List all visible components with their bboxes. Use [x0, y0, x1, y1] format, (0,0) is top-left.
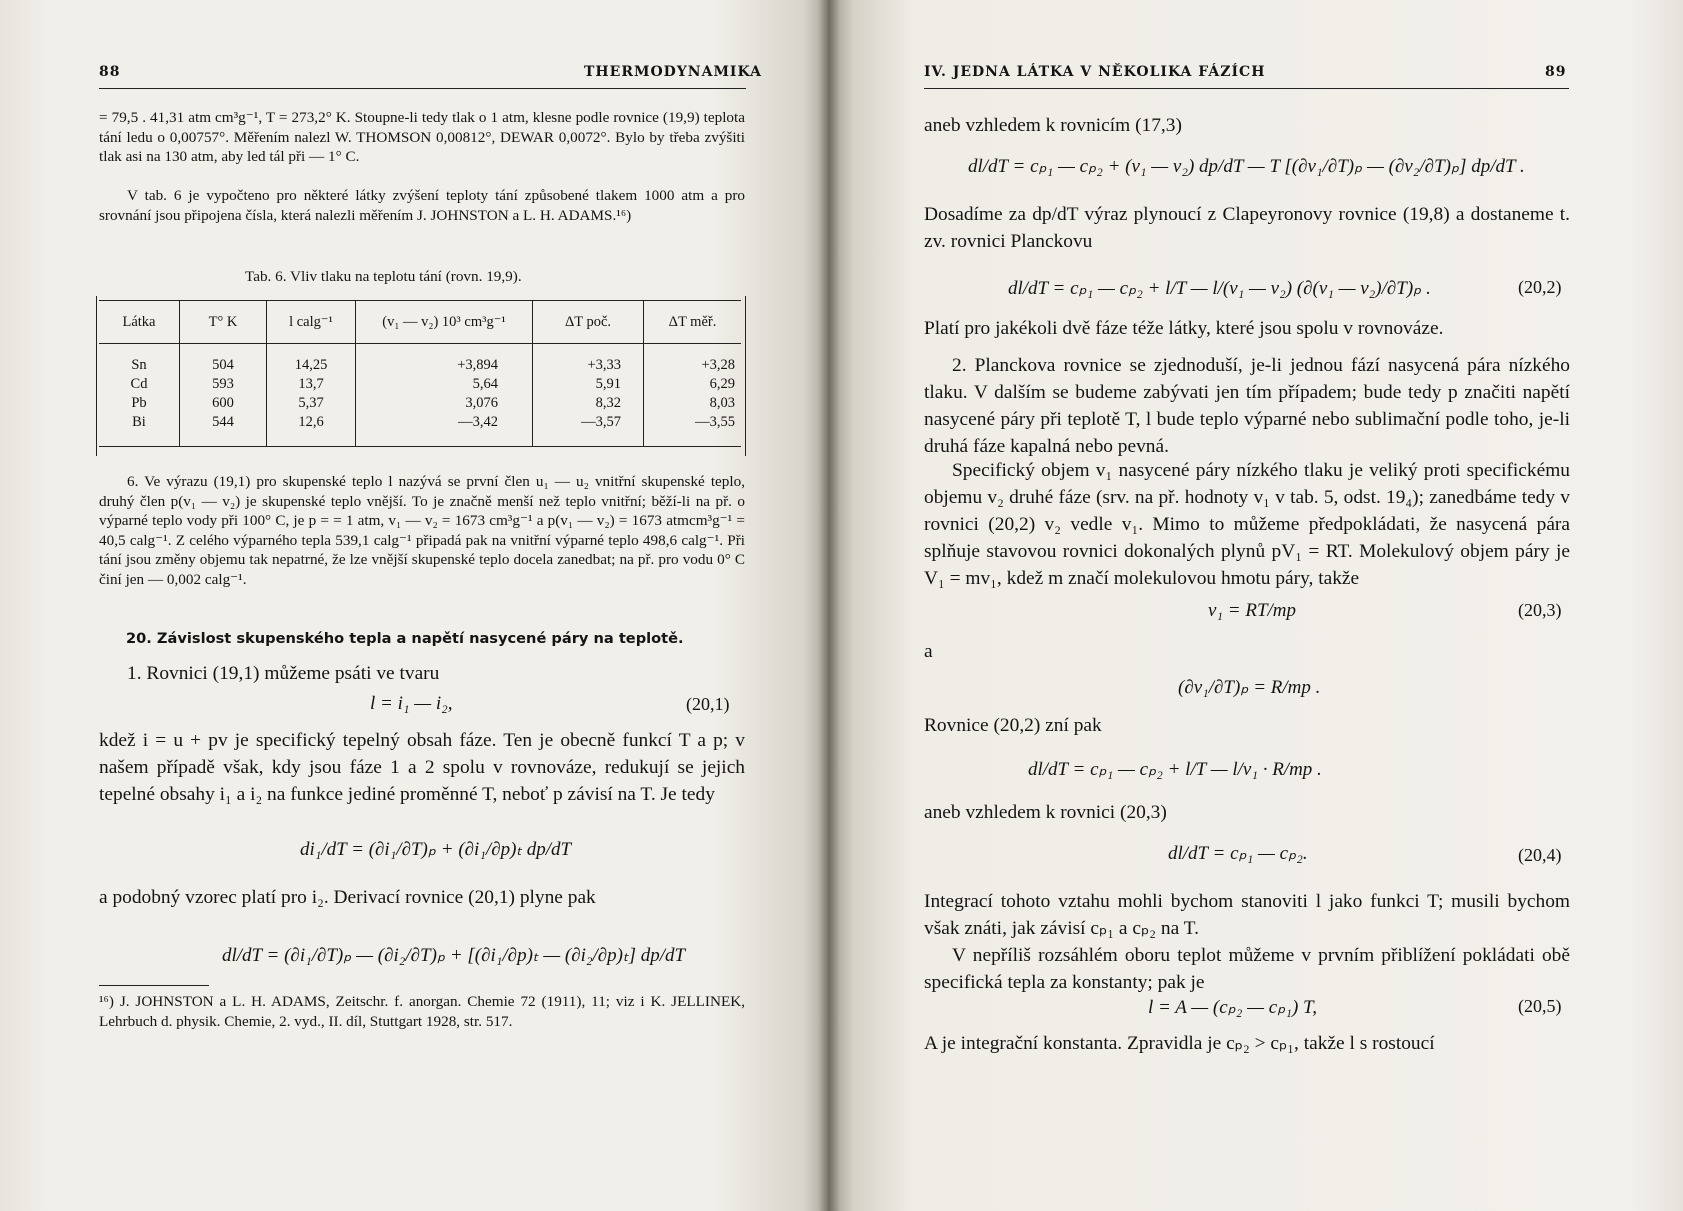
cell: 5,64: [356, 375, 533, 394]
cell: 600: [180, 394, 267, 413]
table-row: [99, 413, 741, 447]
page-number-right: 89: [1545, 64, 1567, 80]
cell: 14,25: [267, 344, 356, 376]
equation-dl-dt: dl/dT = (∂i₁/∂T)ₚ — (∂i₂/∂T)ₚ + [(∂i₁/∂p)ₜ — (∂i₂/∂p)ₜ] dp/dT: [222, 945, 686, 966]
equation-number-20-3: (20,3): [1518, 600, 1562, 620]
paragraph-intro: = 79,5 . 41,31 atm cm³g⁻¹, T = 273,2° K. Stoupne-li tedy tlak o 1 atm, klesne podle rovnice (19,9) teplota tání ledu o 0,00757°. Měřením nalezl W. THOMSON 0,00812°, DEWAR 0,0072°. Bylo by třeba zvýšiti tlak asi na 130 atm, aby led tál při — 1° C.: [99, 109, 745, 166]
cell: +3,33: [533, 344, 644, 376]
paragraph-nepriliz: V nepříliš rozsáhlém oboru teplot můžeme v prvním přiblížení pokládati obě specifická tepla za konstanty; pak je: [924, 945, 1570, 993]
running-head-right: IV. JEDNA LÁTKA V NĚKOLIKA FÁZÍCH: [924, 64, 1266, 80]
paragraph-6: 6. Ve výrazu (19,1) pro skupenské teplo l nazývá se první člen u₁ — u₂ vnitřní skupenské teplo, druhý člen p(v₁ — v₂) je skupenské teplo vnější. To je značně menší než teplo vnitřní; běží-li na př. o výparné teplo vody při 100° C, je p = = 1 atm, v₁ — v₂ = 1673 cm³g⁻¹ a p(v₁ — v₂) = 1673 atmcm³g⁻¹ = 40,5 calg⁻¹. Z celého výparného tepla 539,1 calg⁻¹ připadá pak na vnitřní výparné teplo 498,6 calg⁻¹. Při tání jsou změny objemu tak nepatrné, že lze vnější skupenské teplo docela zanedbat; na př. pro vodu 0° C činí jen — 0,002 calg⁻¹.: [99, 473, 745, 588]
cell: 12,6: [267, 413, 356, 447]
cell: 593: [180, 375, 267, 394]
equation-di1-dt: di₁/dT = (∂i₁/∂T)ₚ + (∂i₁/∂p)ₜ dp/dT: [300, 839, 572, 860]
cell: 8,32: [533, 394, 644, 413]
page-number-left: 88: [99, 64, 121, 80]
equation-number-20-5: (20,5): [1518, 996, 1562, 1016]
paragraph-integraci: Integrací tohoto vztahu mohli bychom stanoviti l jako funkci T; musili bychom však znáti, jak závisí cₚ₁ a cₚ₂ na T.: [924, 891, 1570, 939]
equation-dl-dt-expanded: dl/dT = cₚ₁ — cₚ₂ + (v₁ — v₂) dp/dT — T [(∂v₁/∂T)ₚ — (∂v₂/∂T)ₚ] dp/dT .: [968, 156, 1525, 177]
table-6: [99, 300, 741, 447]
right-page: [828, 0, 1683, 1211]
line-aneb-20-3: aneb vzhledem k rovnici (20,3): [924, 802, 1167, 823]
th-latka: Látka: [99, 301, 180, 344]
cell: —3,42: [356, 413, 533, 447]
cell: Cd: [130, 376, 148, 392]
th-temp: T° K: [180, 301, 267, 344]
cell: Pb: [131, 395, 147, 411]
footnote-rule: [99, 985, 209, 986]
header-rule-left: [99, 88, 746, 89]
running-head-left: THERMODYNAMIKA: [584, 64, 762, 80]
table-row: [99, 394, 741, 413]
table-row: [99, 375, 741, 394]
cell: 13,7: [267, 375, 356, 394]
paragraph-1c: a podobný vzorec platí pro i₂. Derivací rovnice (20,1) plyne pak: [99, 887, 596, 908]
cell: Sn: [131, 357, 147, 373]
left-page: [0, 0, 828, 1211]
equation-number-20-1: (20,1): [686, 694, 730, 714]
paragraph-1a: 1. Rovnici (19,1) můžeme psáti ve tvaru: [127, 663, 440, 684]
cell: 5,91: [533, 375, 644, 394]
section-title-20: 20. Závislost skupenského tepla a napětí nasycené páry na teplotě.: [126, 630, 684, 647]
cell: +3,894: [356, 344, 533, 376]
cell: 5,37: [267, 394, 356, 413]
equation-dl-dt-simplified: dl/dT = cₚ₁ — cₚ₂ + l/T — l/v₁ · R/mp .: [1028, 759, 1322, 780]
cell: 8,03: [644, 394, 742, 413]
th-heat: l calg⁻¹: [267, 301, 356, 344]
cell: —3,55: [644, 413, 742, 447]
word-a: a: [924, 641, 933, 662]
table-caption: Tab. 6. Vliv tlaku na teplotu tání (rovn. 19,9).: [245, 268, 522, 285]
equation-number-20-2: (20,2): [1518, 277, 1562, 297]
table-header-row: [99, 301, 741, 344]
footnote-16: ¹⁶) J. JOHNSTON a L. H. ADAMS, Zeitschr. f. anorgan. Chemie 72 (1911), 11; viz i K. JELLINEK, Lehrbuch d. physik. Chemie, 2. vyd., II. díl, Stuttgart 1928, str. 517.: [99, 993, 745, 1030]
cell: 504: [180, 344, 267, 376]
cell: —3,57: [533, 413, 644, 447]
equation-20-3: v₁ = RT/mp: [1208, 600, 1297, 621]
table-row: [99, 344, 741, 376]
cell: 544: [180, 413, 267, 447]
header-rule-right: [924, 88, 1569, 89]
cell: 3,076: [356, 394, 533, 413]
equation-number-20-4: (20,4): [1518, 845, 1562, 865]
paragraph-plati: Platí pro jakékoli dvě fáze téže látky, které jsou spolu v rovnováze.: [924, 318, 1444, 339]
cell: +3,28: [644, 344, 742, 376]
paragraph-specificky: Specifický objem v₁ nasycené páry nízkého tlaku je veliký proti specifickému objemu v₂ druhé fáze (srv. na př. hodnoty v₁ v tab. 5, odst. 19₄); zanedbáme tedy v rovnici (20,2) v₂ vedle v₁. Mimo to můžeme předpokládati, že nasycená pára splňuje stavovou rovnici dokonalých plynů pV₁ = RT. Molekulový objem páry je V₁ = mv₁, kdež m značí molekulovou hmotu páry, takže: [924, 460, 1570, 589]
equation-20-5: l = A — (cₚ₂ — cₚ₁) T,: [1148, 997, 1317, 1018]
paragraph-1b: kdež i = u + pv je specifický tepelný obsah fáze. Ten je obecně funkcí T a p; v našem případě však, kdy jsou fáze 1 a 2 spolu v rovnováze, redukují se jejich tepelné obsahy i₁ a i₂ na funkce jediné proměnné T, neboť p závisí na T. Je tedy: [99, 730, 745, 805]
line-rovnice-20-2: Rovnice (20,2) zní pak: [924, 715, 1102, 736]
cell: Bi: [99, 413, 180, 447]
th-volume: (v₁ — v₂) 10³ cm³g⁻¹: [356, 301, 533, 344]
cell: 6,29: [644, 375, 742, 394]
equation-dv1-dt: (∂v₁/∂T)ₚ = R/mp .: [1178, 677, 1321, 698]
equation-20-4: dl/dT = cₚ₁ — cₚ₂.: [1168, 843, 1308, 864]
th-dt-meas: ΔT měř.: [644, 301, 742, 344]
book-gutter: [818, 0, 840, 1211]
equation-20-2: dl/dT = cₚ₁ — cₚ₂ + l/T — l/(v₁ — v₂) (∂(v₁ — v₂)/∂T)ₚ .: [1008, 278, 1431, 299]
paragraph-tab6-intro: V tab. 6 je vypočteno pro některé látky zvýšení teploty tání způsobené tlakem 1000 atm a pro srovnání jsou připojena čísla, která nalezli měřením J. JOHNSTON a L. H. ADAMS.¹⁶): [99, 187, 745, 224]
th-dt-calc: ΔT poč.: [533, 301, 644, 344]
equation-20-1: l = i₁ — i₂,: [370, 693, 453, 714]
paragraph-2: 2. Planckova rovnice se zjednoduší, je-li jednou fází nasycená pára nízkého tlaku. V dalším se budeme zabývati jen tím případem; bude tedy p značiti napětí nasycené páry při teplotě T, l bude teplo výparné nebo sublimační podle toho, je-li druhá fáze kapalná nebo pevná.: [924, 355, 1570, 457]
paragraph-integracni-konstanta: A je integrační konstanta. Zpravidla je cₚ₂ > cₚ₁, takže l s rostoucí: [924, 1033, 1435, 1054]
line-aneb-17-3: aneb vzhledem k rovnicím (17,3): [924, 115, 1182, 136]
paragraph-dosadime: Dosadíme za dp/dT výraz plynoucí z Clapeyronovy rovnice (19,8) a dostaneme t. zv. rovnici Planckovu: [924, 204, 1570, 252]
